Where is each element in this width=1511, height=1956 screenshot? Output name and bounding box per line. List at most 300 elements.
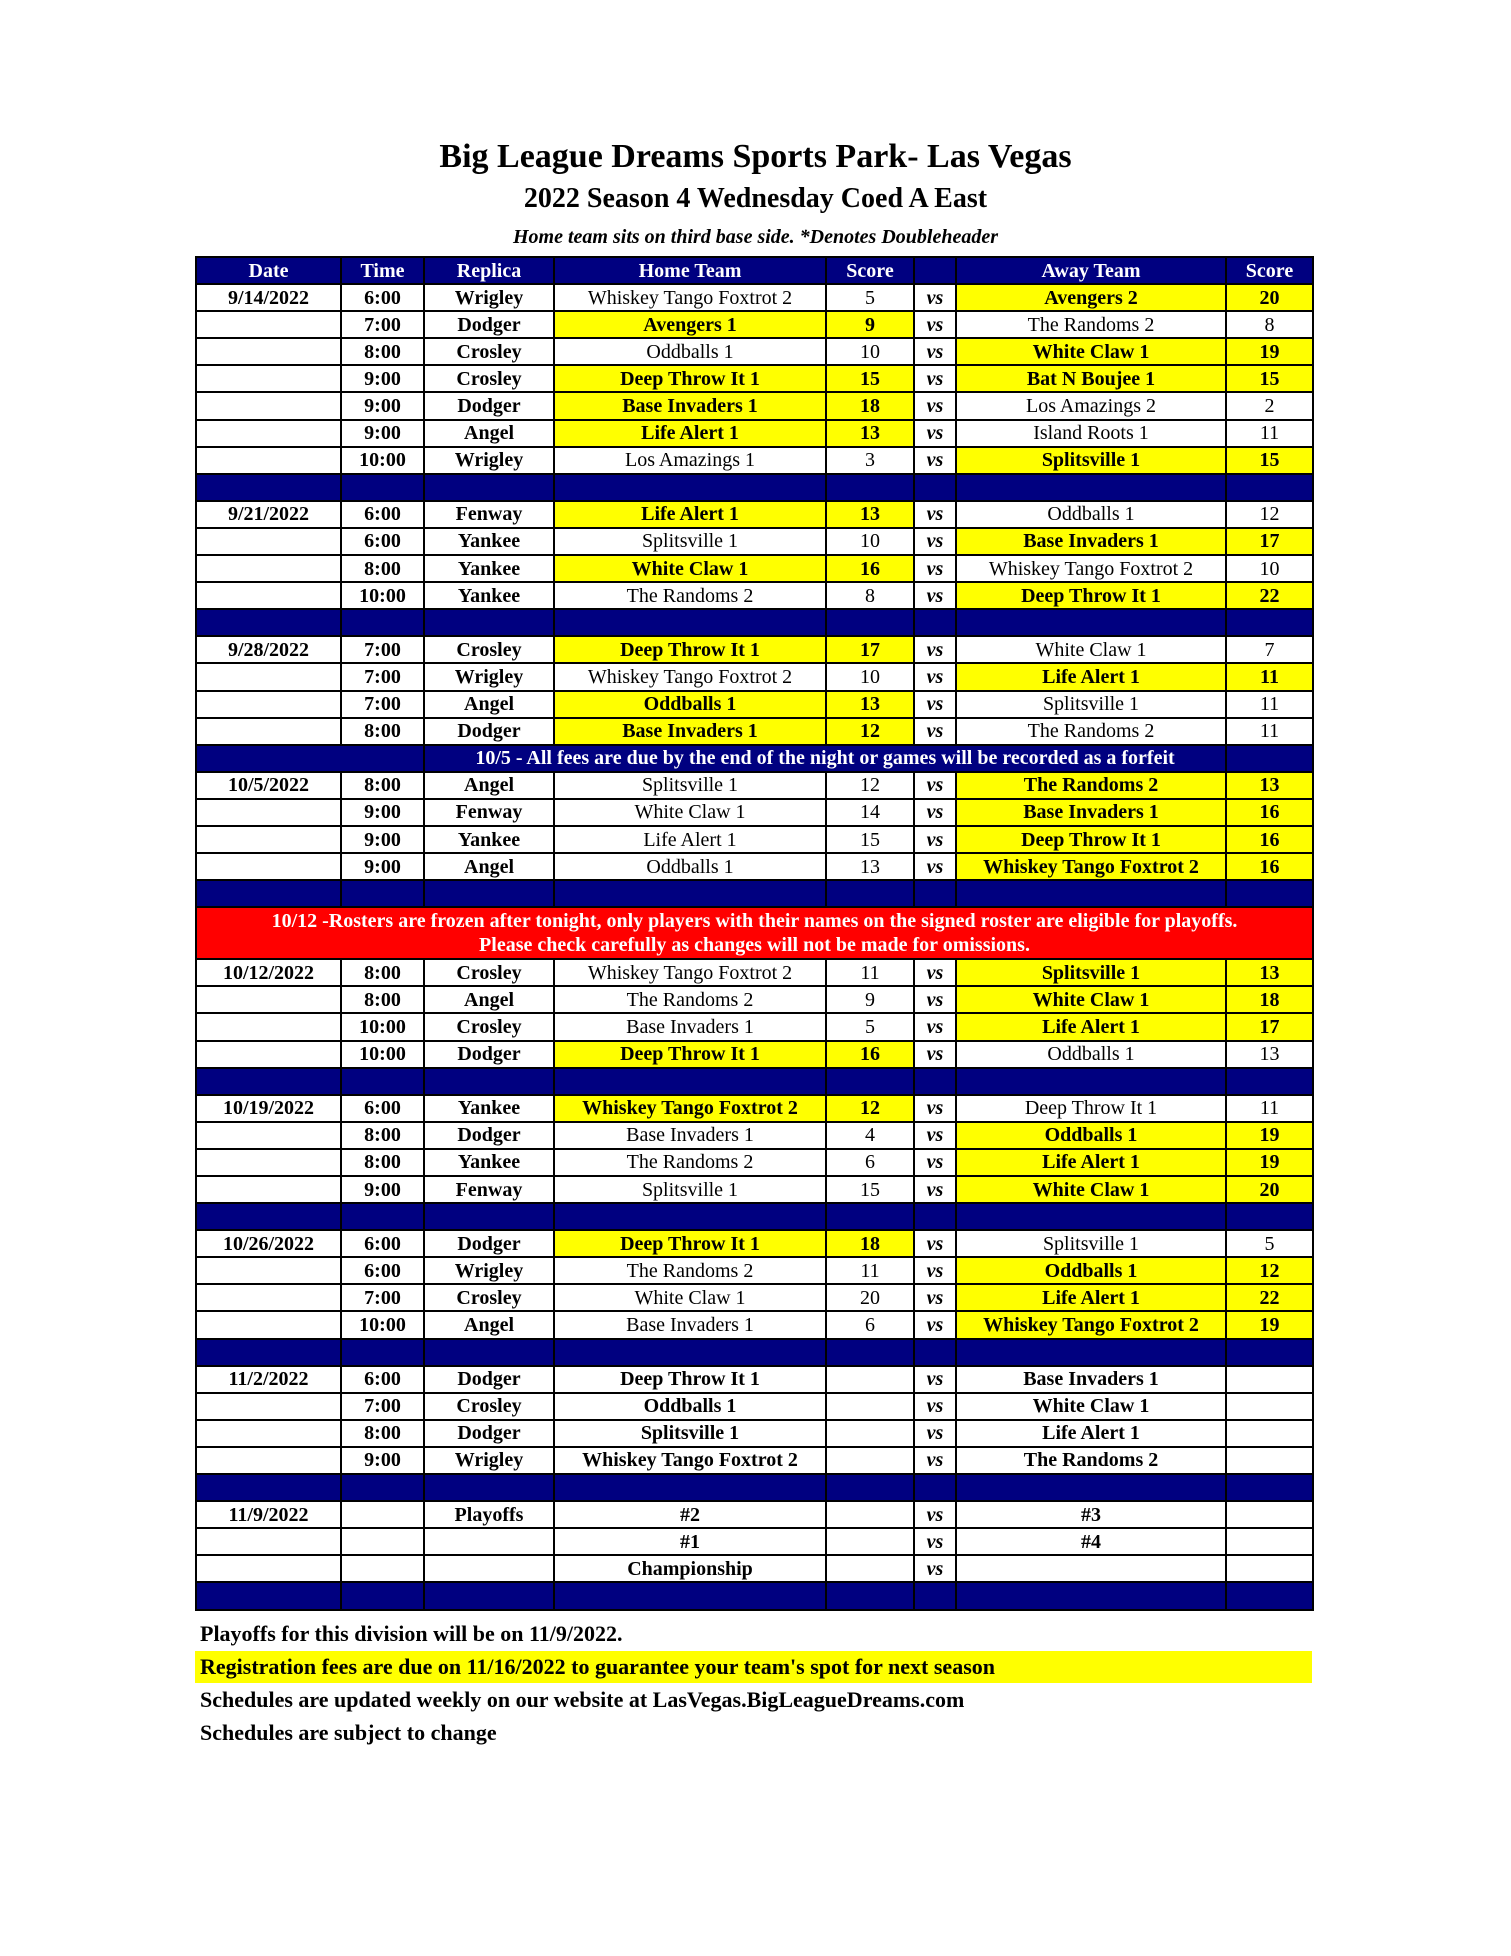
game-time: 8:00: [341, 338, 424, 365]
away-team: Life Alert 1: [956, 663, 1226, 690]
vs-label: vs: [914, 555, 956, 582]
home-team: Life Alert 1: [554, 826, 826, 853]
away-team: Oddballs 1: [956, 1041, 1226, 1068]
vs-label: vs: [914, 772, 956, 799]
home-score: 12: [826, 1095, 914, 1122]
vs-label: vs: [914, 1149, 956, 1176]
game-date: [196, 555, 341, 582]
game-time: 7:00: [341, 636, 424, 663]
game-row: [196, 1555, 1313, 1582]
game-date: [196, 1013, 341, 1040]
separator-cell: [1226, 609, 1313, 636]
separator-cell: [554, 1339, 826, 1366]
separator-cell: [1226, 1339, 1313, 1366]
separator-cell: [341, 609, 424, 636]
home-score: 3: [826, 447, 914, 474]
game-date: [196, 1555, 341, 1582]
game-field: Angel: [424, 772, 554, 799]
home-score: 12: [826, 772, 914, 799]
game-date: [196, 420, 341, 447]
col-header-home-team: Home Team: [554, 257, 826, 284]
home-team: Splitsville 1: [554, 772, 826, 799]
game-row: [196, 1230, 1313, 1257]
home-team: White Claw 1: [554, 1284, 826, 1311]
away-team: Oddballs 1: [956, 501, 1226, 528]
game-time: [341, 1528, 424, 1555]
home-team: Deep Throw It 1: [554, 1366, 826, 1393]
away-score: 10: [1226, 555, 1313, 582]
home-team: #1: [554, 1528, 826, 1555]
home-team: Oddballs 1: [554, 691, 826, 718]
home-score: 10: [826, 528, 914, 555]
separator-cell: [956, 1068, 1226, 1095]
game-field: Wrigley: [424, 1447, 554, 1474]
home-team: Whiskey Tango Foxtrot 2: [554, 959, 826, 986]
game-row: [196, 636, 1313, 663]
game-time: 9:00: [341, 853, 424, 880]
game-field: Yankee: [424, 1095, 554, 1122]
separator-cell: [424, 1339, 554, 1366]
away-team: Base Invaders 1: [956, 1366, 1226, 1393]
away-team: The Randoms 2: [956, 772, 1226, 799]
page-subtitle: 2022 Season 4 Wednesday Coed A East: [523, 183, 988, 214]
vs-label: vs: [914, 284, 956, 311]
footer-change-note: Schedules are subject to change: [200, 1720, 497, 1745]
game-row: [196, 1013, 1313, 1040]
home-team: Oddballs 1: [554, 338, 826, 365]
game-time: 7:00: [341, 1284, 424, 1311]
home-score: 14: [826, 799, 914, 826]
separator-cell: [196, 474, 341, 501]
separator-cell: [424, 880, 554, 907]
home-team: Life Alert 1: [554, 420, 826, 447]
game-row: [196, 1393, 1313, 1420]
away-team: Oddballs 1: [956, 1122, 1226, 1149]
separator-cell: [424, 1203, 554, 1230]
game-date: [196, 1041, 341, 1068]
separator-cell: [341, 1474, 424, 1501]
home-score: 18: [826, 1230, 914, 1257]
vs-label: vs: [914, 528, 956, 555]
home-score: 16: [826, 555, 914, 582]
home-team: Base Invaders 1: [554, 718, 826, 745]
vs-label: vs: [914, 1420, 956, 1447]
separator-cell: [554, 1203, 826, 1230]
notice-spacer: [1226, 745, 1313, 772]
vs-label: vs: [914, 1366, 956, 1393]
vs-label: vs: [914, 1528, 956, 1555]
home-score: 8: [826, 582, 914, 609]
separator-cell: [914, 880, 956, 907]
separator-cell: [341, 1582, 424, 1609]
home-team: Oddballs 1: [554, 853, 826, 880]
home-team: #2: [554, 1501, 826, 1528]
game-time: 6:00: [341, 1095, 424, 1122]
game-field: Angel: [424, 986, 554, 1013]
game-time: 6:00: [341, 528, 424, 555]
home-team: Splitsville 1: [554, 1420, 826, 1447]
home-score: 16: [826, 1041, 914, 1068]
game-date: [196, 338, 341, 365]
vs-label: vs: [914, 1501, 956, 1528]
game-field: Angel: [424, 853, 554, 880]
game-field: Dodger: [424, 1420, 554, 1447]
footer-website-note: Schedules are updated weekly on our website at LasVegas.BigLeagueDreams.com: [200, 1687, 965, 1712]
game-field: [424, 1528, 554, 1555]
away-score: 17: [1226, 1013, 1313, 1040]
away-team: Whiskey Tango Foxtrot 2: [956, 853, 1226, 880]
vs-label: vs: [914, 718, 956, 745]
separator-cell: [554, 1068, 826, 1095]
away-team: Base Invaders 1: [956, 799, 1226, 826]
game-field: Fenway: [424, 1176, 554, 1203]
game-field: Playoffs: [424, 1501, 554, 1528]
game-field: [424, 1555, 554, 1582]
game-field: Yankee: [424, 582, 554, 609]
home-team: White Claw 1: [554, 799, 826, 826]
game-row: [196, 528, 1313, 555]
separator-cell: [341, 880, 424, 907]
away-team: Deep Throw It 1: [956, 826, 1226, 853]
game-row: [196, 338, 1313, 365]
away-team: #4: [956, 1528, 1226, 1555]
game-field: Fenway: [424, 799, 554, 826]
game-time: 8:00: [341, 718, 424, 745]
away-score: 18: [1226, 986, 1313, 1013]
separator-cell: [956, 1339, 1226, 1366]
home-score: 12: [826, 718, 914, 745]
vs-label: vs: [914, 338, 956, 365]
col-header-replica: Replica: [424, 257, 554, 284]
game-field: Angel: [424, 420, 554, 447]
away-team: [956, 1555, 1226, 1582]
notice-text: 10/5 - All fees are due by the end of the night or games will be recorded as a forfeit: [424, 745, 1226, 772]
game-row: [196, 1284, 1313, 1311]
home-score: [826, 1420, 914, 1447]
game-time: 8:00: [341, 1122, 424, 1149]
game-field: Dodger: [424, 311, 554, 338]
separator-cell: [826, 1203, 914, 1230]
home-score: 10: [826, 338, 914, 365]
separator-cell: [956, 609, 1226, 636]
game-field: Wrigley: [424, 1257, 554, 1284]
away-score: 20: [1226, 284, 1313, 311]
game-date: [196, 311, 341, 338]
home-score: 17: [826, 636, 914, 663]
alert-cell: [196, 907, 1313, 959]
col-header-vs: [914, 257, 956, 284]
away-score: 19: [1226, 338, 1313, 365]
col-header-home-score: Score: [826, 257, 914, 284]
game-date: [196, 365, 341, 392]
away-score: 11: [1226, 420, 1313, 447]
game-time: 6:00: [341, 1366, 424, 1393]
separator-cell: [826, 1582, 914, 1609]
home-team: Whiskey Tango Foxtrot 2: [554, 284, 826, 311]
away-score: 20: [1226, 1176, 1313, 1203]
game-time: 9:00: [341, 392, 424, 419]
game-date: [196, 1122, 341, 1149]
away-team: The Randoms 2: [956, 1447, 1226, 1474]
separator-row: [196, 1582, 1313, 1609]
schedule-note: Home team sits on third base side. *Denotes Doubleheader: [513, 226, 998, 248]
game-date: [196, 1447, 341, 1474]
away-team: White Claw 1: [956, 338, 1226, 365]
game-date: [196, 1284, 341, 1311]
away-score: 7: [1226, 636, 1313, 663]
separator-cell: [914, 1474, 956, 1501]
away-team: Los Amazings 2: [956, 392, 1226, 419]
away-score: 15: [1226, 447, 1313, 474]
away-team: Splitsville 1: [956, 691, 1226, 718]
game-row: [196, 284, 1313, 311]
away-score: [1226, 1555, 1313, 1582]
home-score: 15: [826, 826, 914, 853]
game-date: 10/26/2022: [196, 1230, 341, 1257]
home-team: Splitsville 1: [554, 1176, 826, 1203]
game-row: [196, 826, 1313, 853]
game-row: [196, 1095, 1313, 1122]
separator-row: [196, 880, 1313, 907]
game-row: [196, 853, 1313, 880]
game-row: [196, 1122, 1313, 1149]
table-header-row: [196, 257, 1313, 284]
vs-label: vs: [914, 663, 956, 690]
home-score: 15: [826, 1176, 914, 1203]
home-team: White Claw 1: [554, 555, 826, 582]
game-time: 10:00: [341, 1013, 424, 1040]
home-team: Whiskey Tango Foxtrot 2: [554, 1447, 826, 1474]
game-time: 10:00: [341, 1041, 424, 1068]
separator-cell: [956, 880, 1226, 907]
home-team: Championship: [554, 1555, 826, 1582]
away-team: Deep Throw It 1: [956, 1095, 1226, 1122]
game-time: 7:00: [341, 311, 424, 338]
separator-cell: [914, 474, 956, 501]
vs-label: vs: [914, 501, 956, 528]
home-team: Deep Throw It 1: [554, 1041, 826, 1068]
separator-cell: [341, 474, 424, 501]
game-field: Angel: [424, 691, 554, 718]
away-team: Life Alert 1: [956, 1149, 1226, 1176]
home-score: 13: [826, 691, 914, 718]
away-score: 13: [1226, 1041, 1313, 1068]
separator-cell: [1226, 474, 1313, 501]
game-row: [196, 959, 1313, 986]
away-score: [1226, 1393, 1313, 1420]
vs-label: vs: [914, 311, 956, 338]
vs-label: vs: [914, 1230, 956, 1257]
vs-label: vs: [914, 1393, 956, 1420]
game-field: Crosley: [424, 1013, 554, 1040]
separator-cell: [1226, 1582, 1313, 1609]
away-team: The Randoms 2: [956, 718, 1226, 745]
game-field: Dodger: [424, 1041, 554, 1068]
home-team: Los Amazings 1: [554, 447, 826, 474]
game-row: [196, 1311, 1313, 1338]
game-row: [196, 501, 1313, 528]
game-date: [196, 528, 341, 555]
away-score: 8: [1226, 311, 1313, 338]
game-time: 7:00: [341, 663, 424, 690]
game-time: 8:00: [341, 959, 424, 986]
game-field: Wrigley: [424, 447, 554, 474]
home-team: The Randoms 2: [554, 1257, 826, 1284]
away-team: Avengers 2: [956, 284, 1226, 311]
vs-label: vs: [914, 799, 956, 826]
game-time: 9:00: [341, 1176, 424, 1203]
away-score: [1226, 1528, 1313, 1555]
away-score: 16: [1226, 853, 1313, 880]
home-score: [826, 1393, 914, 1420]
home-team: The Randoms 2: [554, 1149, 826, 1176]
game-date: [196, 691, 341, 718]
game-date: [196, 986, 341, 1013]
away-score: 12: [1226, 501, 1313, 528]
away-score: [1226, 1447, 1313, 1474]
game-time: 8:00: [341, 772, 424, 799]
game-field: Crosley: [424, 1284, 554, 1311]
away-score: [1226, 1420, 1313, 1447]
game-time: 9:00: [341, 1447, 424, 1474]
separator-cell: [424, 474, 554, 501]
game-time: 10:00: [341, 447, 424, 474]
game-row: [196, 663, 1313, 690]
home-score: 6: [826, 1149, 914, 1176]
home-score: [826, 1528, 914, 1555]
home-team: Whiskey Tango Foxtrot 2: [554, 1095, 826, 1122]
vs-label: vs: [914, 365, 956, 392]
game-row: [196, 1501, 1313, 1528]
game-field: Yankee: [424, 826, 554, 853]
game-field: Crosley: [424, 338, 554, 365]
away-team: Life Alert 1: [956, 1284, 1226, 1311]
game-row: [196, 365, 1313, 392]
game-row: [196, 691, 1313, 718]
game-time: 8:00: [341, 555, 424, 582]
away-team: Life Alert 1: [956, 1420, 1226, 1447]
game-row: [196, 986, 1313, 1013]
home-score: 11: [826, 959, 914, 986]
away-score: 22: [1226, 1284, 1313, 1311]
vs-label: vs: [914, 636, 956, 663]
separator-cell: [914, 1068, 956, 1095]
game-field: Yankee: [424, 528, 554, 555]
game-date: 9/21/2022: [196, 501, 341, 528]
footer-registration-note: Registration fees are due on 11/16/2022 to guarantee your team's spot for next season: [195, 1651, 1312, 1683]
game-date: [196, 1176, 341, 1203]
separator-cell: [554, 474, 826, 501]
away-team: White Claw 1: [956, 986, 1226, 1013]
home-score: [826, 1366, 914, 1393]
separator-row: [196, 1068, 1313, 1095]
vs-label: vs: [914, 986, 956, 1013]
game-time: 7:00: [341, 1393, 424, 1420]
game-row: [196, 392, 1313, 419]
game-field: Wrigley: [424, 663, 554, 690]
separator-cell: [196, 880, 341, 907]
game-field: Crosley: [424, 365, 554, 392]
game-row: [196, 1366, 1313, 1393]
separator-cell: [1226, 1203, 1313, 1230]
separator-cell: [424, 1474, 554, 1501]
vs-label: vs: [914, 1095, 956, 1122]
game-row: [196, 555, 1313, 582]
vs-label: vs: [914, 1176, 956, 1203]
game-time: 10:00: [341, 1311, 424, 1338]
separator-cell: [956, 1474, 1226, 1501]
away-team: White Claw 1: [956, 1393, 1226, 1420]
game-field: Dodger: [424, 1122, 554, 1149]
game-time: 6:00: [341, 284, 424, 311]
home-team: Splitsville 1: [554, 528, 826, 555]
vs-label: vs: [914, 420, 956, 447]
away-score: 11: [1226, 1095, 1313, 1122]
game-row: [196, 718, 1313, 745]
game-date: 10/12/2022: [196, 959, 341, 986]
separator-cell: [914, 609, 956, 636]
game-time: 7:00: [341, 691, 424, 718]
separator-cell: [956, 474, 1226, 501]
vs-label: vs: [914, 1311, 956, 1338]
separator-cell: [341, 1068, 424, 1095]
away-score: 19: [1226, 1311, 1313, 1338]
game-date: 10/19/2022: [196, 1095, 341, 1122]
game-row: [196, 799, 1313, 826]
separator-cell: [826, 880, 914, 907]
footer-playoffs-note: Playoffs for this division will be on 11/9/2022.: [200, 1621, 623, 1646]
game-row: [196, 1149, 1313, 1176]
notice-row: [196, 745, 1313, 772]
home-score: 9: [826, 986, 914, 1013]
game-row: [196, 420, 1313, 447]
separator-cell: [956, 1582, 1226, 1609]
separator-cell: [914, 1582, 956, 1609]
away-score: 11: [1226, 663, 1313, 690]
game-time: 8:00: [341, 986, 424, 1013]
schedule-body: [196, 257, 1313, 1610]
col-header-away-score: Score: [1226, 257, 1313, 284]
game-row: [196, 447, 1313, 474]
game-row: [196, 582, 1313, 609]
separator-cell: [554, 1474, 826, 1501]
vs-label: vs: [914, 1555, 956, 1582]
away-team: #3: [956, 1501, 1226, 1528]
away-score: [1226, 1501, 1313, 1528]
separator-cell: [826, 474, 914, 501]
game-time: 8:00: [341, 1149, 424, 1176]
notice-spacer: [196, 745, 424, 772]
separator-row: [196, 1203, 1313, 1230]
game-time: 10:00: [341, 582, 424, 609]
game-time: 9:00: [341, 826, 424, 853]
separator-row: [196, 609, 1313, 636]
game-date: 10/5/2022: [196, 772, 341, 799]
game-field: Angel: [424, 1311, 554, 1338]
away-score: 15: [1226, 365, 1313, 392]
home-team: Base Invaders 1: [554, 1311, 826, 1338]
separator-cell: [196, 1339, 341, 1366]
game-date: [196, 1149, 341, 1176]
away-score: [1226, 1366, 1313, 1393]
separator-cell: [914, 1203, 956, 1230]
game-time: 9:00: [341, 365, 424, 392]
away-score: 19: [1226, 1149, 1313, 1176]
game-time: [341, 1555, 424, 1582]
away-score: 22: [1226, 582, 1313, 609]
page-title: Big League Dreams Sports Park- Las Vegas: [439, 138, 1072, 175]
game-time: [341, 1501, 424, 1528]
